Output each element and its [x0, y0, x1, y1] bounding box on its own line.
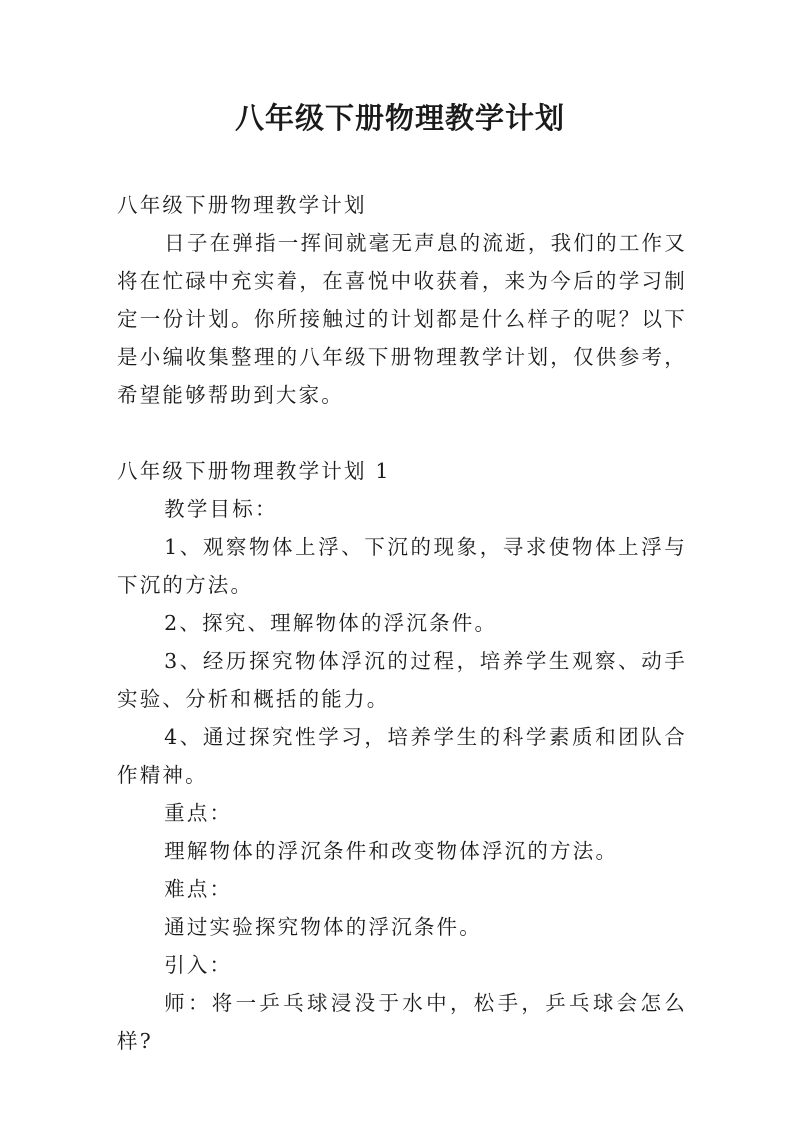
key-point-label: 重点：: [164, 801, 233, 825]
goal-item-3: 3、经历探究物体浮沉的过程，培养学生观察、动手实验、分析和概括的能力。: [117, 649, 687, 711]
document-title: 八年级下册物理教学计划: [234, 101, 565, 135]
document-body: [117, 186, 687, 1060]
goal-item-1: 1、观察物体上浮、下沉的现象，寻求使物体上浮与下沉的方法。: [117, 535, 687, 597]
key-point-text: 理解物体的浮沉条件和改变物体浮沉的方法。: [164, 839, 619, 863]
section-heading: 八年级下册物理教学计划 1: [117, 459, 391, 483]
subtitle: 八年级下册物理教学计划: [117, 193, 367, 217]
difficulty-label: 难点：: [164, 877, 233, 901]
teacher-line: 师：将一乒乓球浸没于水中，松手，乒乓球会怎么样?: [117, 991, 687, 1053]
goal-item-4: 4、通过探究性学习，培养学生的科学素质和团队合作精神。: [117, 725, 687, 787]
paragraph-gap: [117, 414, 687, 452]
difficulty-text: 通过实验探究物体的浮沉条件。: [164, 915, 482, 939]
goals-label: 教学目标：: [164, 497, 278, 521]
intro-paragraph: 日子在弹指一挥间就毫无声息的流逝，我们的工作又将在忙碌中充实着，在喜悦中收获着，来为今后的学习制定一份计划。你所接触过的计划都是什么样子的呢？以下是小编收集整理的八年级下册物理教学计划，仅供参考，希望能够帮助到大家。: [117, 231, 687, 407]
introduction-label: 引入：: [164, 953, 233, 977]
goal-item-2: 2、探究、理解物体的浮沉条件。: [164, 611, 498, 635]
